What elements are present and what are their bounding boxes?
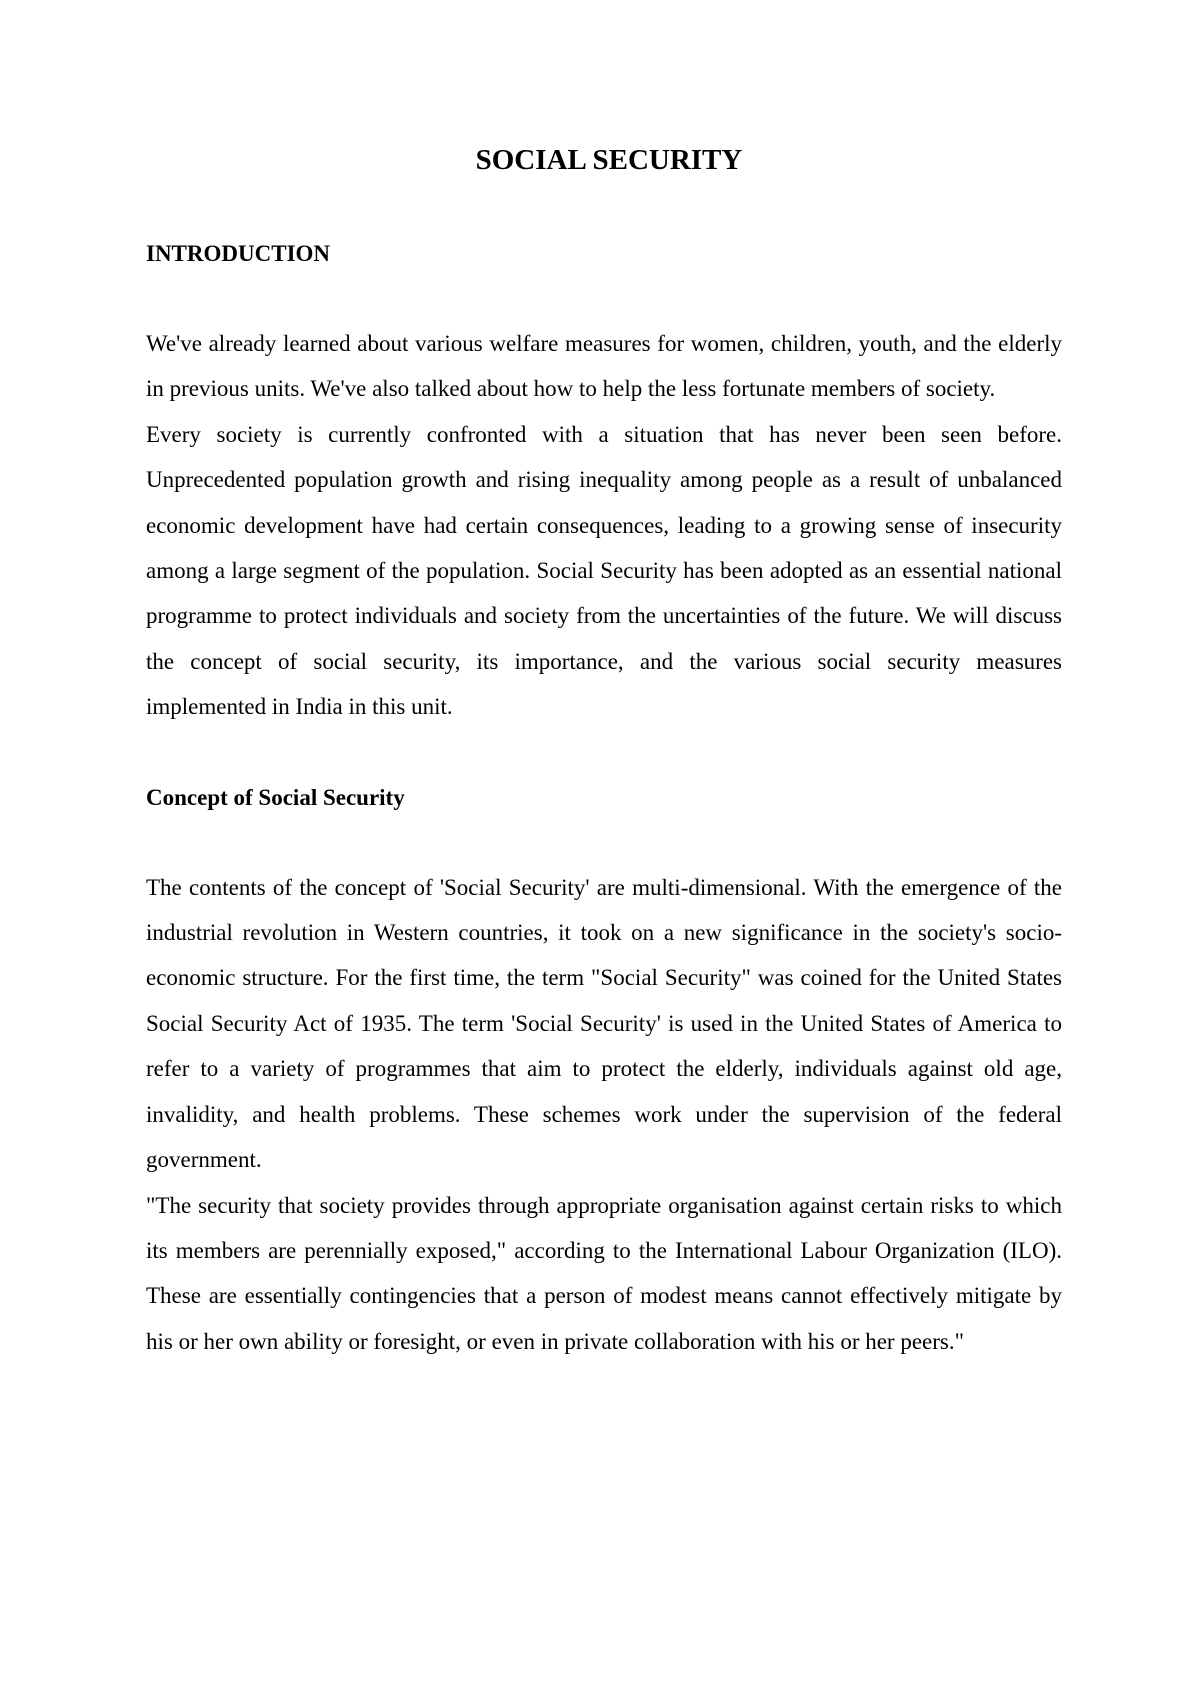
concept-paragraph-1: The contents of the concept of 'Social Security' are multi-dimensional. With the emergence of the industrial revolution in Western countries, it took on a new significance in the society's socio-economic structure. For the first time, the term "Social Security" was coined for the United States Social Security Act of 1935. The term 'Social Security' is used in the United States of America to refer to a variety of programmes that aim to protect the elderly, individuals against old age, invalidity, and health problems. These schemes work under the supervision of the federal government. — [146, 874, 1062, 1173]
document-body — [146, 140, 1062, 1364]
section-heading-concept: Concept of Social Security — [146, 784, 405, 810]
document-title: SOCIAL SECURITY — [475, 144, 743, 176]
introduction-paragraph-2: Every society is currently confronted with a situation that has never been seen before. Unprecedented population growth and rising inequality among people as a result of unbalanced economic development have had certain consequences, leading to a growing sense of insecurity among a large segment of the population. Social Security has been adopted as an essential national programme to protect individuals and society from the uncertainties of the future. We will discuss the concept of social security, its importance, and the various social security measures implemented in India in this unit. — [146, 421, 1062, 720]
introduction-paragraph-1: We've already learned about various welfare measures for women, children, youth, and the elderly in previous units. We've also talked about how to help the less fortunate members of society. — [146, 331, 1062, 402]
section-heading-introduction: INTRODUCTION — [146, 241, 331, 266]
concept-paragraph-2: "The security that society provides through appropriate organisation against certain risks to which its members are perennially exposed," according to the International Labour Organization (ILO). These are essentially contingencies that a person of modest means cannot effectively mitigate by his or her own ability or foresight, or even in private collaboration with his or her peers." — [146, 1192, 1062, 1354]
